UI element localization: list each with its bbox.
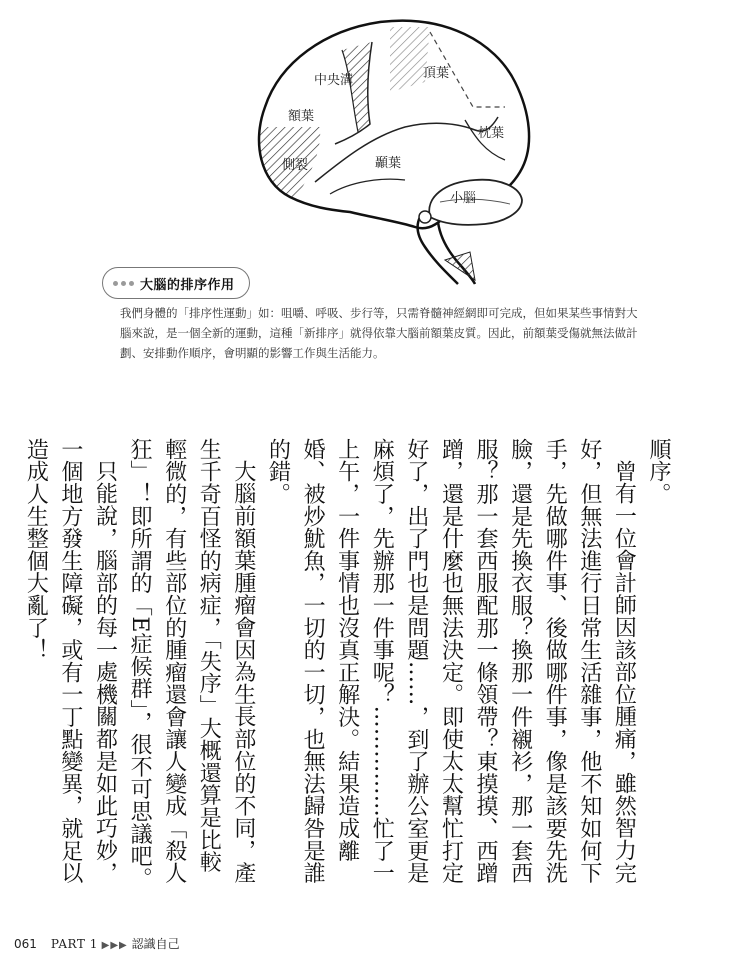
label-parietal: 頂葉: [423, 66, 450, 81]
label-occipital: 枕葉: [478, 126, 505, 141]
parietal-hatch: [390, 27, 430, 92]
body-text: [23, 438, 675, 893]
caption-title-pill: [102, 267, 250, 299]
section-title: 認識自己: [131, 937, 180, 951]
page-number: 061: [14, 936, 37, 951]
label-lateral-fissure: 側裂: [282, 158, 309, 173]
paragraph-1: 順序。: [646, 438, 671, 505]
dots-icon: [113, 281, 134, 286]
label-frontal: 額葉: [288, 109, 315, 124]
paragraph-2: 曾有一位會計師因該部位腫痛，雖然智力完好，但無法進行日常生活雜事，他不知如何下手，先做哪件事、後做哪件事，像是該要先洗臉，還是先換衣服？換那一件襯衫，那一套西服？那一套西服配那一條領帶？東摸摸、西蹭蹭，還是什麼也無法決定。即使太太幫忙打定好了，出了門也是問題……，到了辦公室更是麻煩了，先辦那一件事呢？……………忙了一上午，一件事情也沒真正解決。結果造成離婚、被炒魷魚，一切的一切，也無法歸咎是誰的錯。: [265, 438, 637, 884]
arrows-icon: ▶▶▶: [101, 940, 128, 951]
page-footer: [14, 935, 180, 952]
caption-title: 大腦的排序作用: [140, 277, 235, 293]
part-label: PART 1: [50, 937, 98, 951]
caption-text: 我們身體的「排序性運動」如：咀嚼、呼吸、步行等，只需脊髓神經網即可完成，但如果某些事情對大腦來說，是一個全新的運動，這種「新排序」就得依靠大腦前額葉皮質。因此，前額葉受傷就無法做計劃、安排動作順序，會明顯的影響工作與生活能力。: [120, 306, 638, 360]
temporal-lobe-line: [315, 117, 498, 182]
label-temporal: 顳葉: [375, 156, 402, 171]
brain-diagram: [230, 12, 560, 292]
label-central-sulcus: 中央溝: [314, 73, 354, 88]
paragraph-3: 大腦前額葉腫瘤會因為生長部位的不同，產生千奇百怪的病症，「失序」大概還算是比較輕微的，有些部位的腫瘤還會讓人變成「殺人狂」！即所謂的「E症候群」，很不可思議吧。: [127, 438, 256, 890]
paragraph-4: 只能說，腦部的每一處機關都是如此巧妙，一個地方發生障礙，或有一丁點變異，就足以造成人生整個大亂了！: [23, 438, 118, 884]
label-cerebellum: 小腦: [450, 191, 477, 206]
